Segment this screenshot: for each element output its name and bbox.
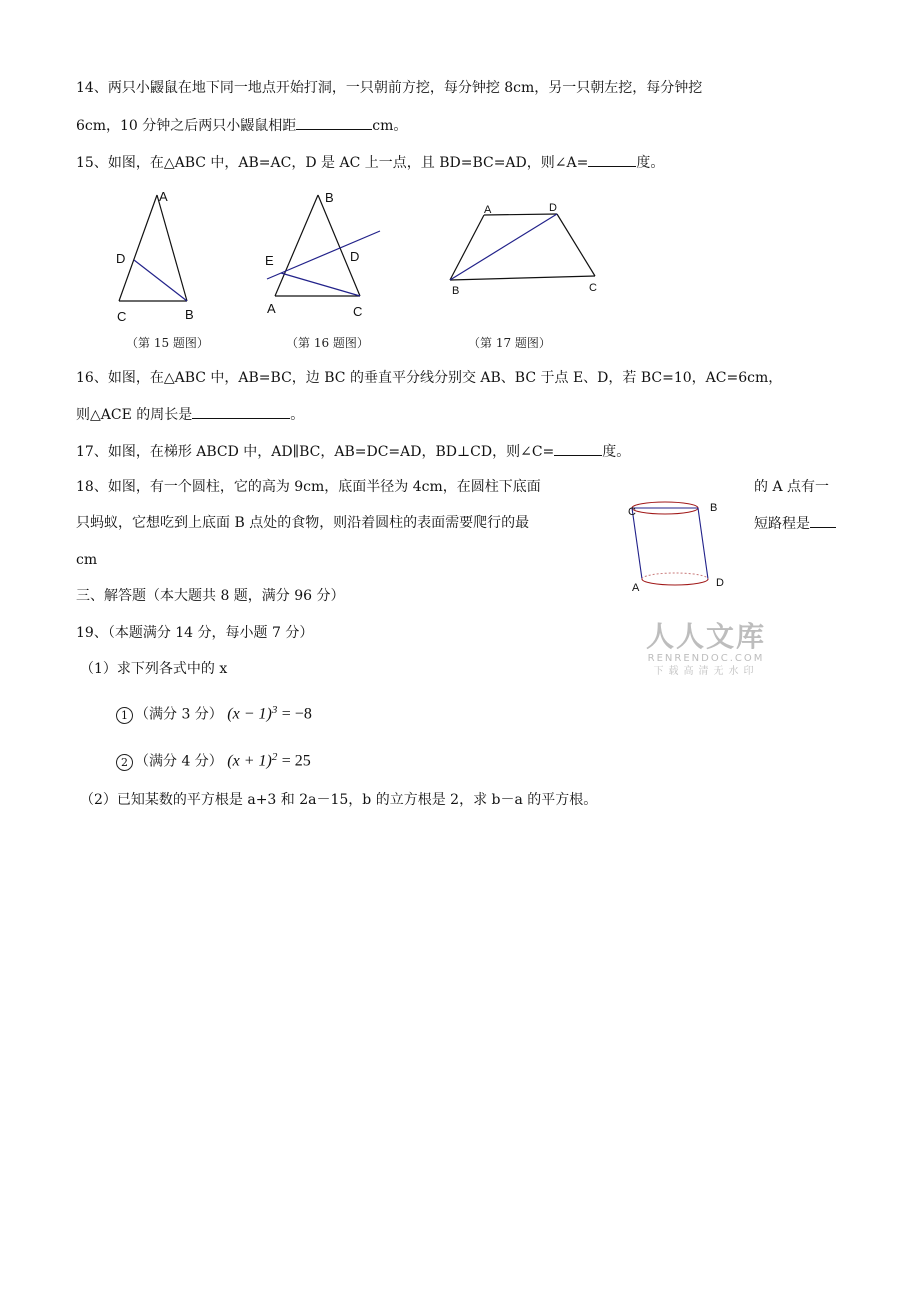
fig15-label-d: D xyxy=(116,251,126,266)
q18-line2-right-text: 短路程是 xyxy=(754,516,810,532)
fig15-label-b: B xyxy=(185,307,194,322)
watermark-domain: RENRENDOC.COM xyxy=(647,653,765,664)
q19-equation-1 xyxy=(116,700,312,725)
fig17-label-b: B xyxy=(452,285,460,297)
q17-suffix: 度。 xyxy=(602,444,631,460)
q15-suffix: 度。 xyxy=(636,155,665,171)
figure-17-diagram xyxy=(440,195,610,300)
watermark-slogan: 下载高清无水印 xyxy=(653,666,759,677)
fig15-label-c: C xyxy=(117,309,127,324)
q19-eq1-score: （满分 3 分） xyxy=(135,706,223,723)
figure-15-diagram xyxy=(105,185,215,325)
q18-answer-blank[interactable] xyxy=(810,513,836,528)
watermark-title: 人人文库 xyxy=(646,620,767,653)
q18-line1-left: 18、如图，有一个圆柱，它的高为 9cm，底面半径为 4cm，在圆柱下底面 xyxy=(76,479,541,495)
fig17-label-d: D xyxy=(549,202,557,214)
fig16-caption: （第 16 题图） xyxy=(286,336,369,350)
fig15-caption: （第 15 题图） xyxy=(126,336,209,350)
q19-eq2-exp: 2 xyxy=(271,751,278,763)
fig15-label-a: A xyxy=(159,189,168,204)
q14-line2 xyxy=(76,115,407,136)
q17-line xyxy=(76,441,630,462)
q19-eq2-score: （满分 4 分） xyxy=(135,753,223,770)
q18-line2-left: 只蚂蚁，它想吃到上底面 B 点处的食物，则沿着圆柱的表面需要爬行的最 xyxy=(76,515,530,531)
q18-line3: cm xyxy=(76,552,98,568)
section3-heading: 三、解答题（本大题共 8 题，满分 96 分） xyxy=(76,588,345,604)
fig16-label-a: A xyxy=(267,301,276,316)
watermark xyxy=(646,622,766,678)
q16-answer-blank[interactable] xyxy=(192,404,290,419)
fig18-label-a: A xyxy=(632,582,640,594)
q19-eq1-lhs: (x − 1) xyxy=(227,705,272,723)
q19-part1: （1）求下列各式中的 x xyxy=(80,661,228,677)
q16-line2-suffix: 。 xyxy=(290,407,305,423)
fig18-label-b: B xyxy=(710,502,718,514)
circled-number-2: 2 xyxy=(116,754,133,771)
q18-line2-right xyxy=(754,513,836,534)
fig17-label-a: A xyxy=(484,204,492,216)
q16-line1: 16、如图，在△ABC 中，AB=BC，边 BC 的垂直平分线分别交 AB、BC 于点 E、D，若 BC=10，AC=6cm， xyxy=(76,370,783,386)
fig16-label-e: E xyxy=(265,253,274,268)
q15-line xyxy=(76,152,664,173)
q19-eq1-rhs: = −8 xyxy=(281,705,312,723)
q15-text: 15、如图，在△ABC 中，AB=AC，D 是 AC 上一点，且 BD=BC=AD，则∠A= xyxy=(76,155,589,171)
q19-eq2-rhs: = 25 xyxy=(281,752,311,770)
q19-header: 19、（本题满分 14 分，每小题 7 分） xyxy=(76,625,314,641)
q14-line1: 14、两只小鼹鼠在地下同一地点开始打洞，一只朝前方挖，每分钟挖 8cm，另一只朝左挖，每分钟挖 xyxy=(76,80,703,96)
q19-equation-2 xyxy=(116,747,311,772)
q14-answer-blank[interactable] xyxy=(296,115,372,130)
q19-eq2-lhs: (x + 1) xyxy=(227,752,272,770)
q15-answer-blank[interactable] xyxy=(588,152,636,167)
q17-answer-blank[interactable] xyxy=(554,441,602,456)
q16-line2 xyxy=(76,404,304,425)
fig17-label-c: C xyxy=(589,282,597,294)
q14-line2-prefix: 6cm，10 分钟之后两只小鼹鼠相距 xyxy=(76,118,297,134)
fig16-label-d: D xyxy=(350,249,360,264)
circled-number-1: 1 xyxy=(116,707,133,724)
q16-line2-prefix: 则△ACE 的周长是 xyxy=(76,407,193,423)
q17-text: 17、如图，在梯形 ABCD 中，AD∥BC，AB=DC=AD，BD⊥CD，则∠C= xyxy=(76,444,555,460)
q19-eq1-exp: 3 xyxy=(271,704,278,716)
q19-part2: （2）已知某数的平方根是 a+3 和 2a－15，b 的立方根是 2，求 b－a 的平方根。 xyxy=(80,792,598,808)
q18-line1-right: 的 A 点有一 xyxy=(754,479,830,495)
fig18-label-d: D xyxy=(716,577,724,589)
fig17-caption: （第 17 题图） xyxy=(468,336,551,350)
fig18-label-c: C xyxy=(628,506,636,518)
q14-line2-suffix: cm。 xyxy=(372,118,408,134)
figure-18-cylinder xyxy=(622,495,732,600)
fig16-label-c: C xyxy=(353,304,363,319)
figure-16-diagram xyxy=(255,185,390,325)
fig16-label-b: B xyxy=(325,190,334,205)
